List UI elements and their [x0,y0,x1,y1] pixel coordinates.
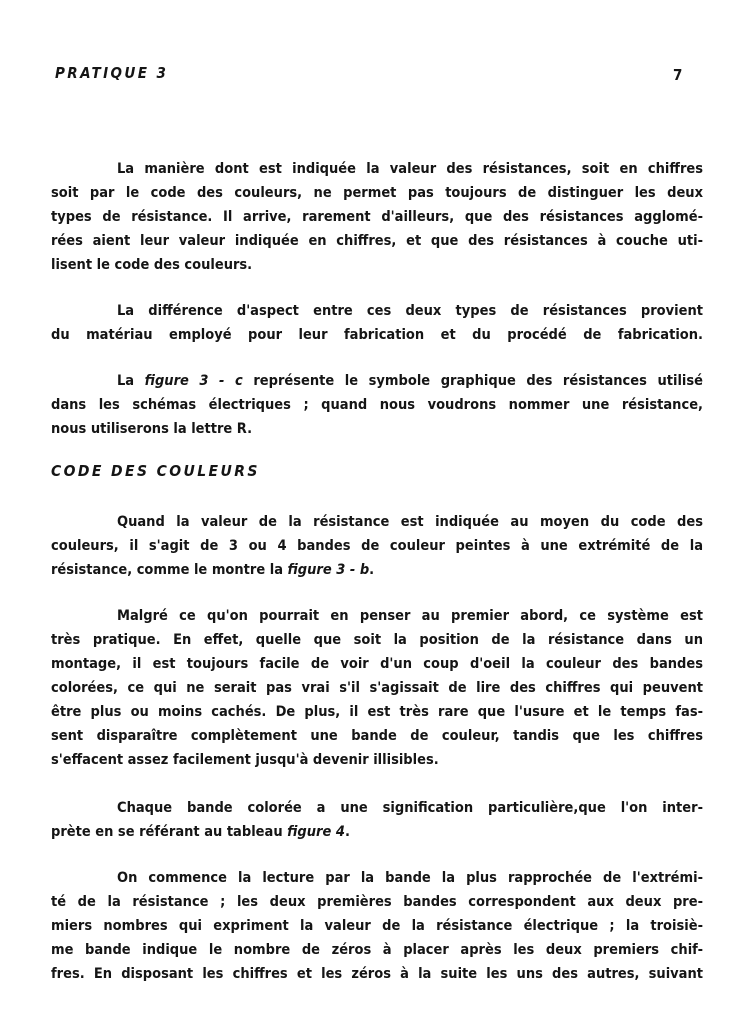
paragraph-line: té de la résistance ; les deux premières bandes correspondent aux deux pre- [51,894,703,910]
paragraph-line: s'effacent assez facilement jusqu'à devenir illisibles. [51,752,439,768]
paragraph-line: types de résistance. Il arrive, rarement d'ailleurs, que des résistances agglomé- [51,209,703,225]
paragraph-line: fres. En disposant les chiffres et les zéros à la suite les uns des autres, suivant [51,966,703,982]
paragraph-4 [51,510,703,582]
paragraph-line: miers nombres qui expriment la valeur de la résistance électrique ; la troisiè- [51,918,703,934]
paragraph-5 [51,604,703,772]
paragraph-line: nous utiliserons la lettre R. [51,421,253,437]
paragraph-line: colorées, ce qui ne serait pas vrai s'il s'agissait de lire des chiffres qui peuvent [51,680,703,696]
paragraph-line: rées aient leur valeur indiquée en chiffres, et que des résistances à couche uti- [51,233,703,249]
paragraph-line: Quand la valeur de la résistance est indiquée au moyen du code des [117,514,703,530]
paragraph-7 [51,866,703,986]
text-run: . [344,824,350,840]
text-run: représente le symbole graphique des résistances utilisé [242,373,703,389]
paragraph-3 [51,369,703,441]
paragraph-line: du matériau employé pour leur fabrication et du procédé de fabrication. [51,327,703,343]
paragraph-line [51,820,703,844]
paragraph-line [51,369,703,393]
paragraph-line [51,558,703,582]
text-run: résistance, comme le montre la [51,562,288,578]
page-number: 7 [673,66,683,84]
paragraph-line: Chaque bande colorée a une signification particulière,que l'on inter- [117,800,703,816]
figure-reference: figure 3 - c [144,373,243,389]
paragraph-line: me bande indique le nombre de zéros à placer après les deux premiers chif- [51,942,703,958]
figure-reference: figure 3 - b [287,562,370,578]
paragraph-line: montage, il est toujours facile de voir d'un coup d'oeil la couleur des bandes [51,656,703,672]
text-run: La [117,373,145,389]
text-run: . [369,562,375,578]
paragraph-line: soit par le code des couleurs, ne permet pas toujours de distinguer les deux [51,185,703,201]
paragraph-2 [51,299,703,347]
text-run: prète en se référant au tableau [51,824,288,840]
paragraph-line: Malgré ce qu'on pourrait en penser au premier abord, ce système est [117,608,703,624]
section-heading: CODE DES COULEURS [51,462,260,480]
running-header-title: PRATIQUE 3 [55,64,169,82]
paragraph-line: On commence la lecture par la bande la plus rapprochée de l'extrémi- [117,870,703,886]
paragraph-line: très pratique. En effet, quelle que soit la position de la résistance dans un [51,632,703,648]
paragraph-line: lisent le code des couleurs. [51,257,253,273]
paragraph-1 [51,157,703,277]
paragraph-line: dans les schémas électriques ; quand nous voudrons nommer une résistance, [51,397,703,413]
paragraph-line: sent disparaître complètement une bande de couleur, tandis que les chiffres [51,728,703,744]
figure-reference: figure 4 [287,824,345,840]
paragraph-line: être plus ou moins cachés. De plus, il est très rare que l'usure et le temps fas- [51,704,703,720]
paragraph-line: La différence d'aspect entre ces deux types de résistances provient [117,303,703,319]
paragraph-line: couleurs, il s'agit de 3 ou 4 bandes de couleur peintes à une extrémité de la [51,538,703,554]
paragraph-line: La manière dont est indiquée la valeur des résistances, soit en chiffres [117,161,703,177]
paragraph-6 [51,796,703,844]
